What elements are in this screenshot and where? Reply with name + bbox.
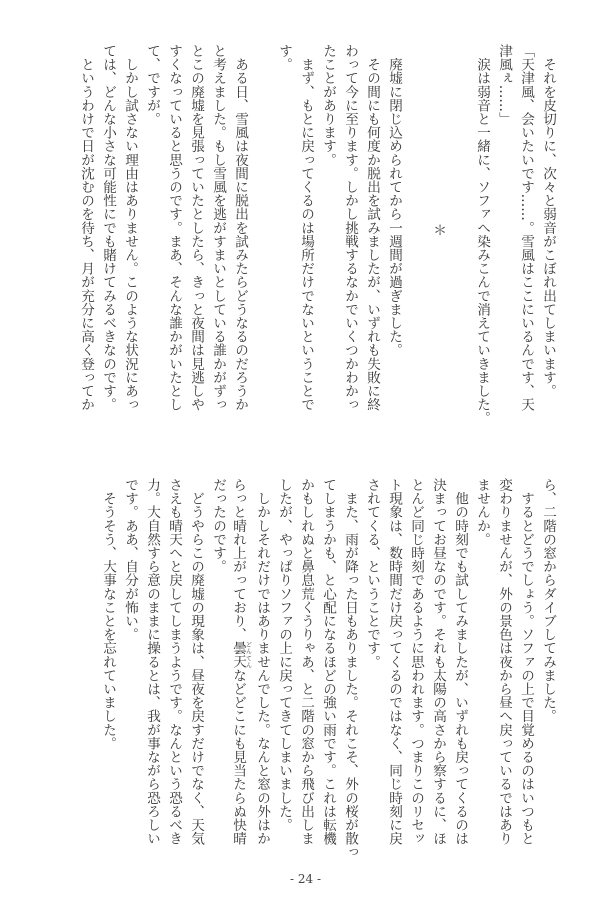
text-column — [449, 44, 471, 416]
text-column — [251, 44, 273, 416]
ruby-annotation — [230, 641, 252, 669]
text-column: です。ああ、自分が怖い。 — [122, 478, 138, 642]
text-column: どうやらこの廃墟の現象は、昼夜を戻すだけでなく、天気 — [188, 478, 204, 846]
text-column — [229, 478, 251, 850]
text-column: わって今に至ります。しかし挑戦するなかでいくつかわかっ — [342, 44, 358, 412]
text-column: その間にも何度か脱出を試みましたが、いずれも失敗に終 — [364, 44, 380, 412]
text-column: 津風ぇ……」 — [496, 44, 512, 126]
text-column: まず、もとに戻ってくるのは場所だけでないということで — [298, 44, 314, 412]
section-break-asterisk: ＊ — [430, 223, 446, 237]
text-column: と考えました。もし雪風を逃がすまいとしている誰かがずっ — [210, 44, 226, 412]
text-column: それを皮切りに、次々と弱音がこぼれ出てしまいます。 — [540, 44, 556, 398]
text-column — [405, 44, 427, 416]
text-column: 「天津風、会いたいです……。雪風はここにいるんです、天 — [518, 44, 534, 412]
text-column: 涙は弱音と一緒に、ソファへ染みこんで消えていきました。 — [474, 44, 490, 425]
text-column: ら、二階の窓からダイブしてみました。 — [540, 478, 556, 723]
text-column: とこの廃墟を見張っていたとしたら、きっと夜間は見逃しや — [188, 44, 204, 412]
text-segment: らっと晴れ上がっており、 — [230, 478, 246, 642]
text-column: て、ですが。 — [144, 44, 160, 126]
text-column: また、雨が降った日もありました。それこそ、外の桜が散っ — [342, 478, 358, 859]
text-column: てしまうかも、と心配になるほどの強い雨です。これは転機 — [320, 478, 336, 846]
text-column: だったのです。 — [210, 478, 226, 574]
text-segment: などどこにも見当たらぬ快晴 — [230, 668, 246, 846]
text-column: したが、やっぱりソファの上に戻ってきてしまいました。 — [276, 478, 292, 832]
text-column: ては、どんな小さな可能性にでも賭けてみるべきなのです。 — [100, 44, 116, 412]
text-column: しかしそれだけではありませんでした。なんと窓の外はか — [254, 478, 270, 846]
text-column: されてくる、ということです。 — [364, 478, 380, 669]
text-column: というわけで日が沈むのを待ち、月が充分に高く登ってか — [78, 44, 94, 412]
text-column: ませんか。 — [474, 478, 490, 546]
text-column: 他の時刻でも試してみましたが、いずれも戻ってくるのは — [452, 478, 468, 846]
text-column: とんど同じ時刻であるように思われます。つまりこのリセッ — [408, 478, 424, 846]
text-column: ある日、雪風は夜間に脱出を試みたらどうなるのだろうか — [232, 44, 248, 412]
text-column: ト現象は、数時間だけ戻ってくるのではなく、同じ時刻に戻 — [386, 478, 402, 846]
text-column: そうそう、大事なことを忘れていました。 — [100, 478, 116, 750]
top-text-block — [75, 44, 559, 425]
text-column: 力。大自然すら意のままに操るとは、我が事ながら恐ろしい — [144, 478, 160, 846]
ruby-reading: どんてん — [244, 641, 252, 669]
text-column: さえも晴天へと戻してしまうようです。なんという恐るべき — [166, 478, 182, 846]
text-column: 決まってお昼なのです。それも太陽の高さから察するに、ほ — [430, 478, 446, 846]
text-column: かもしれぬと鼻息荒くうりゃあ、と二階の窓から飛び出しま — [298, 478, 314, 846]
text-column: たことがあります。 — [320, 44, 336, 167]
text-column: 廃墟に閉じ込められてから一週間が過ぎました。 — [386, 44, 402, 357]
text-column: しかし試さない理由はありません。このような状況にあっ — [122, 44, 138, 412]
bottom-text-block — [97, 478, 559, 859]
text-column: するとどうでしょう。ソファの上で目覚めるのはいつもと — [518, 478, 534, 846]
text-column: 変わりませんが、外の景色は夜から昼へ戻っているではあり — [496, 478, 512, 846]
ruby-base: 曇天 — [230, 641, 246, 669]
page-number: - 24 - — [289, 872, 321, 886]
text-column: す。 — [276, 44, 292, 72]
text-column: すくなっていると思うのです。まあ、そんな誰かがいたとし — [166, 44, 182, 412]
